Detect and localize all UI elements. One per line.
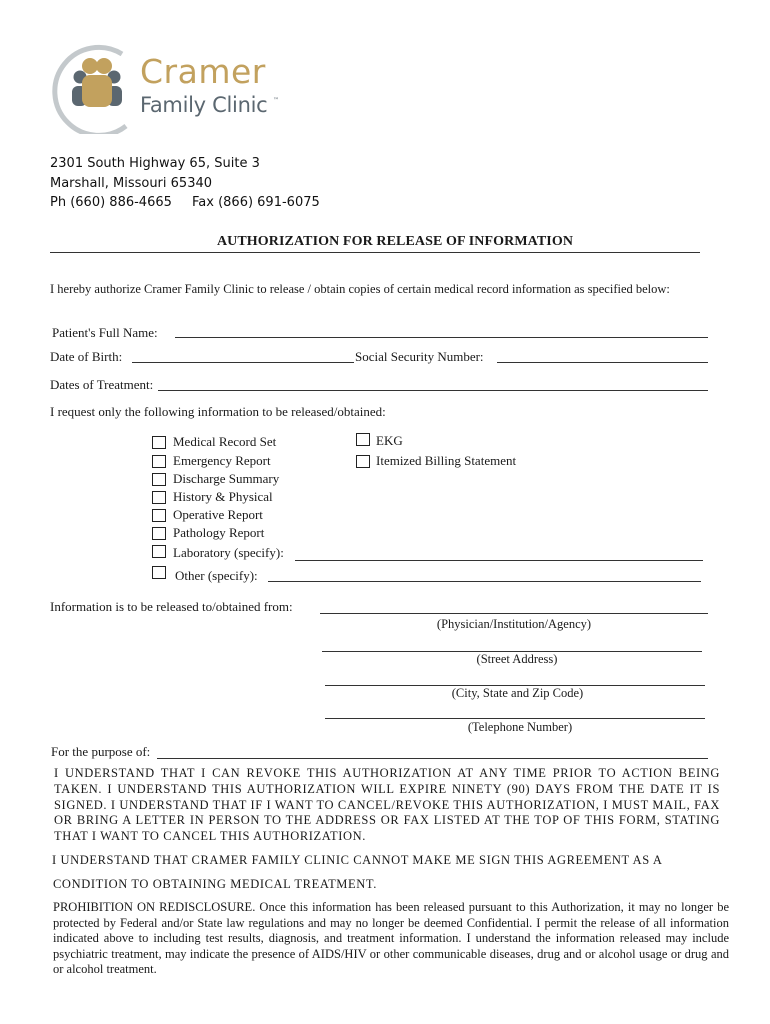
- checkbox-label: Medical Record Set: [173, 434, 277, 449]
- ssn-label: Social Security Number:: [355, 349, 484, 364]
- checkbox-label: Operative Report: [173, 507, 263, 522]
- form-title: AUTHORIZATION FOR RELEASE OF INFORMATION: [216, 234, 574, 249]
- telephone-field[interactable]: [325, 706, 705, 719]
- checkbox-label: Discharge Summary: [173, 471, 280, 486]
- family-logo-icon: [48, 44, 148, 134]
- checkbox-operative-report[interactable]: [152, 509, 166, 522]
- checkbox-laboratory[interactable]: [152, 545, 166, 558]
- address-street: 2301 South Highway 65, Suite 3: [50, 156, 260, 171]
- street-address-field[interactable]: [322, 639, 702, 652]
- purpose-label: For the purpose of:: [51, 744, 151, 759]
- address-fax: Fax (866) 691-6075: [192, 195, 320, 210]
- address-phone: Ph (660) 886-4665: [50, 195, 172, 210]
- checkbox-label: Laboratory (specify):: [173, 545, 284, 560]
- checkbox-label: EKG: [376, 433, 403, 448]
- checkbox-label: Pathology Report: [173, 525, 265, 540]
- city-state-zip-field[interactable]: [325, 673, 705, 686]
- logo-name-line1: Cramer: [140, 52, 266, 91]
- intro-text: I hereby authorize Cramer Family Clinic to release / obtain copies of certain medical record information as specified below:: [50, 282, 670, 296]
- checkbox-label: History & Physical: [173, 489, 273, 504]
- checkbox-label: Other (specify):: [175, 568, 258, 583]
- release-to-label: Information is to be released to/obtained from:: [50, 599, 293, 614]
- dob-label: Date of Birth:: [50, 349, 123, 364]
- checkbox-pathology-report[interactable]: [152, 527, 166, 540]
- checkbox-itemized-billing[interactable]: [356, 455, 370, 468]
- ssn-field[interactable]: [497, 350, 708, 363]
- checkbox-label: Emergency Report: [173, 453, 271, 468]
- laboratory-specify-field[interactable]: [295, 548, 703, 561]
- checkbox-emergency-report[interactable]: [152, 455, 166, 468]
- telephone-caption: (Telephone Number): [467, 720, 573, 734]
- checkbox-discharge-summary[interactable]: [152, 473, 166, 486]
- other-specify-field[interactable]: [268, 569, 701, 582]
- checkbox-other[interactable]: [152, 566, 166, 579]
- city-state-zip-caption: (City, State and Zip Code): [451, 686, 584, 700]
- patient-name-label: Patient's Full Name:: [52, 325, 158, 340]
- purpose-field[interactable]: [157, 746, 708, 759]
- condition-statement-line1: I UNDERSTAND THAT CRAMER FAMILY CLINIC CANNOT MAKE ME SIGN THIS AGREEMENT AS A: [52, 853, 663, 867]
- address-city: Marshall, Missouri 65340: [50, 176, 213, 191]
- treatment-dates-field[interactable]: [158, 378, 708, 391]
- physician-institution-field[interactable]: [320, 601, 708, 614]
- checkbox-label: Itemized Billing Statement: [376, 453, 517, 468]
- prohibition-statement: PROHIBITION ON REDISCLOSURE. Once this information has been released pursuant to this Authorization, it may no longer be protected by Federal and/or State law regulations and may no longer be deemed Confidential. I permit the release of all information indicated above to including test results, diagnosis, and treatment information. I understand the information released may include psychiatric treatment, may indicate the presence of AIDS/HIV or other communicable diseases, drug and or alcohol usage or drug and or alcohol treatment.: [53, 900, 729, 977]
- street-address-caption: (Street Address): [476, 652, 558, 666]
- physician-institution-caption: (Physician/Institution/Agency): [436, 617, 592, 631]
- revoke-statement: I UNDERSTAND THAT I CAN REVOKE THIS AUTHORIZATION AT ANY TIME PRIOR TO ACTION BEING TAKEN. I UNDERSTAND THIS AUTHORIZATION WILL EXPIRE NINETY (90) DAYS FROM THE DATE IT IS SIGNED. I UNDERSTAND THAT IF I WANT TO CANCEL/REVOKE THIS AUTHORIZATION, I MUST MAIL, FAX OR BRING A LETTER IN PERSON TO THE ADDRESS OR FAX LISTED AT THE TOP OF THIS FORM, STATING THAT I WANT TO CANCEL THIS AUTHORIZATION.: [54, 766, 720, 844]
- condition-statement-line2: CONDITION TO OBTAINING MEDICAL TREATMENT.: [53, 877, 377, 891]
- checkbox-history-physical[interactable]: [152, 491, 166, 504]
- treatment-dates-label: Dates of Treatment:: [50, 377, 154, 392]
- logo-trademark: ™: [273, 97, 279, 104]
- logo-name-line2: Family Clinic: [140, 93, 268, 117]
- dob-field[interactable]: [132, 350, 354, 363]
- request-heading: I request only the following information to be released/obtained:: [50, 404, 386, 419]
- patient-name-field[interactable]: [175, 325, 708, 338]
- title-rule: [50, 252, 700, 253]
- checkbox-ekg[interactable]: [356, 433, 370, 446]
- checkbox-medical-record-set[interactable]: [152, 436, 166, 449]
